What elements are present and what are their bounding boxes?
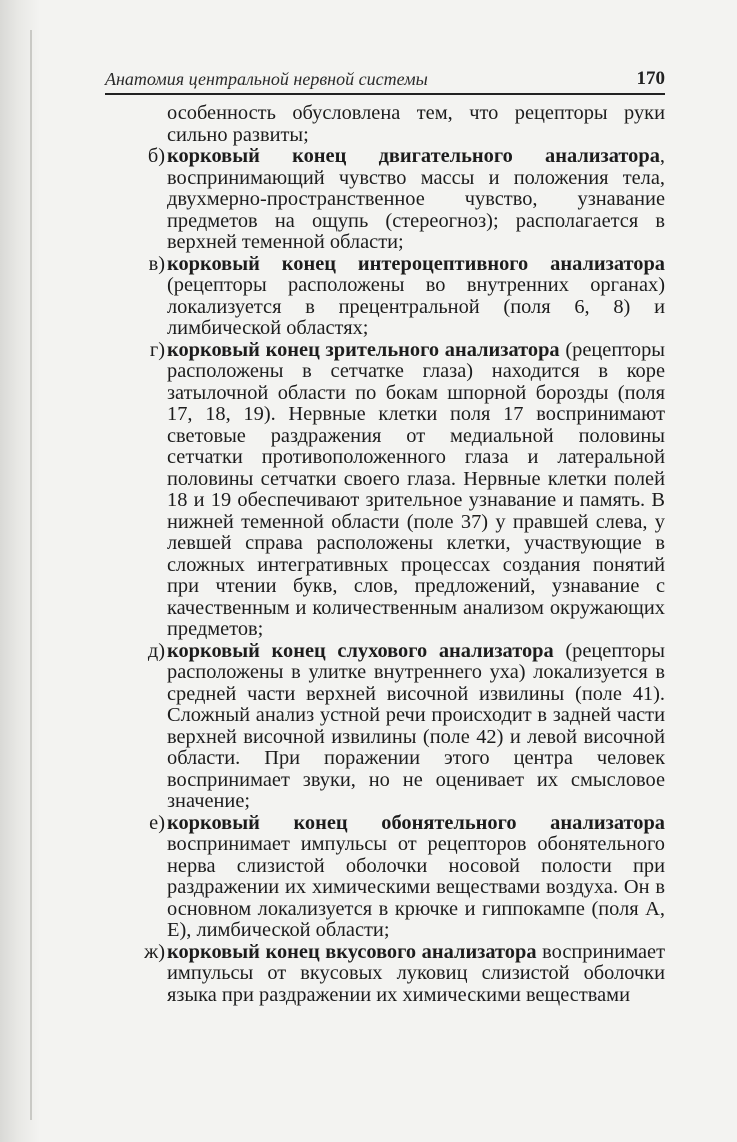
body-text (105, 103, 665, 1006)
intro-paragraph: особенность обусловлена тем, что рецепторы руки сильно развиты; (167, 102, 665, 146)
list-item (105, 942, 665, 1007)
list-marker: б) (147, 145, 165, 167)
list-item (105, 146, 665, 254)
analyzer-term: корковый конец слухового анализатора (167, 639, 554, 662)
analyzer-term: корковый конец обонятельного анализатора (167, 811, 665, 834)
analyzer-term: корковый конец вкусового анализатора (167, 940, 537, 963)
item-text: (рецепторы расположены в улитке внутреннего уха) локализуется в средней части верхней височной извилины (поле 41). Сложный анализ устной речи происходит в задней части верхней височной извилины (поле 42) и левой височной области. При поражении этого центра человек воспринимает звуки, но не оценивает их смысловое значение; (167, 639, 665, 812)
item-text: воспринимает импульсы от рецепторов обонятельного нерва слизистой оболочки носовой полости при раздражении их химическими веществами воздуха. Он в основном локализуется в крючке и гиппокампе (поля А, Е), лимбической области; (167, 833, 665, 941)
list-marker: г) (149, 338, 165, 361)
item-text: (рецепторы расположены во внутренних органах) локализуется в прецентральной (поля 6, 8) и лимбической областях; (167, 274, 665, 339)
list-marker: в) (148, 252, 165, 275)
page-number: 170 (636, 68, 665, 89)
list-item (105, 254, 665, 340)
analyzer-term: корковый конец зрительного анализатора (167, 338, 560, 361)
item-text: , воспринимающий чувство массы и положения тела, двухмерно-пространственное чувство, узнавание предметов на ощупь (стереогноз); располагается в верхней теменной области; (167, 145, 665, 253)
analyzer-term: корковый конец интероцептивного анализатора (167, 252, 665, 275)
item-text: (рецепторы расположены в сетчатке глаза) находится в коре затылочной области по бокам шпорной борозды (поля 17, 18, 19). Нервные клетки поля 17 воспринимают световые раздражения от медиальной половины сетчатки противоположенного глаза и латеральной половины сетчатки своего глаза. Нервные клетки полей 18 и 19 обеспечивают зрительное узнавание и память. В нижней теменной области (поле 37) у правшей слева, у левшей справа расположены клетки, участвующие в сложных интегративных процессах создания понятий при чтении букв, слов, предложений, узнавание с качественным и количественным анализом окружающих предметов; (167, 338, 665, 640)
gutter-line (30, 30, 32, 1120)
list-marker: ж) (144, 940, 165, 963)
running-title: Анатомия центральной нервной системы (105, 69, 428, 89)
list-item (105, 813, 665, 942)
book-page (105, 62, 665, 1006)
analyzer-term: корковый конец двигательного анализатора (167, 145, 660, 167)
book-spine-shadow (0, 0, 40, 1142)
running-header (105, 62, 665, 95)
list-marker: д) (147, 639, 165, 662)
item-text: воспринимает импульсы от вкусовых луковиц слизистой оболочки языка при раздражении их химическими веществами (167, 940, 665, 1006)
list-item (105, 340, 665, 641)
list-item (105, 641, 665, 813)
list-marker: е) (149, 811, 165, 834)
